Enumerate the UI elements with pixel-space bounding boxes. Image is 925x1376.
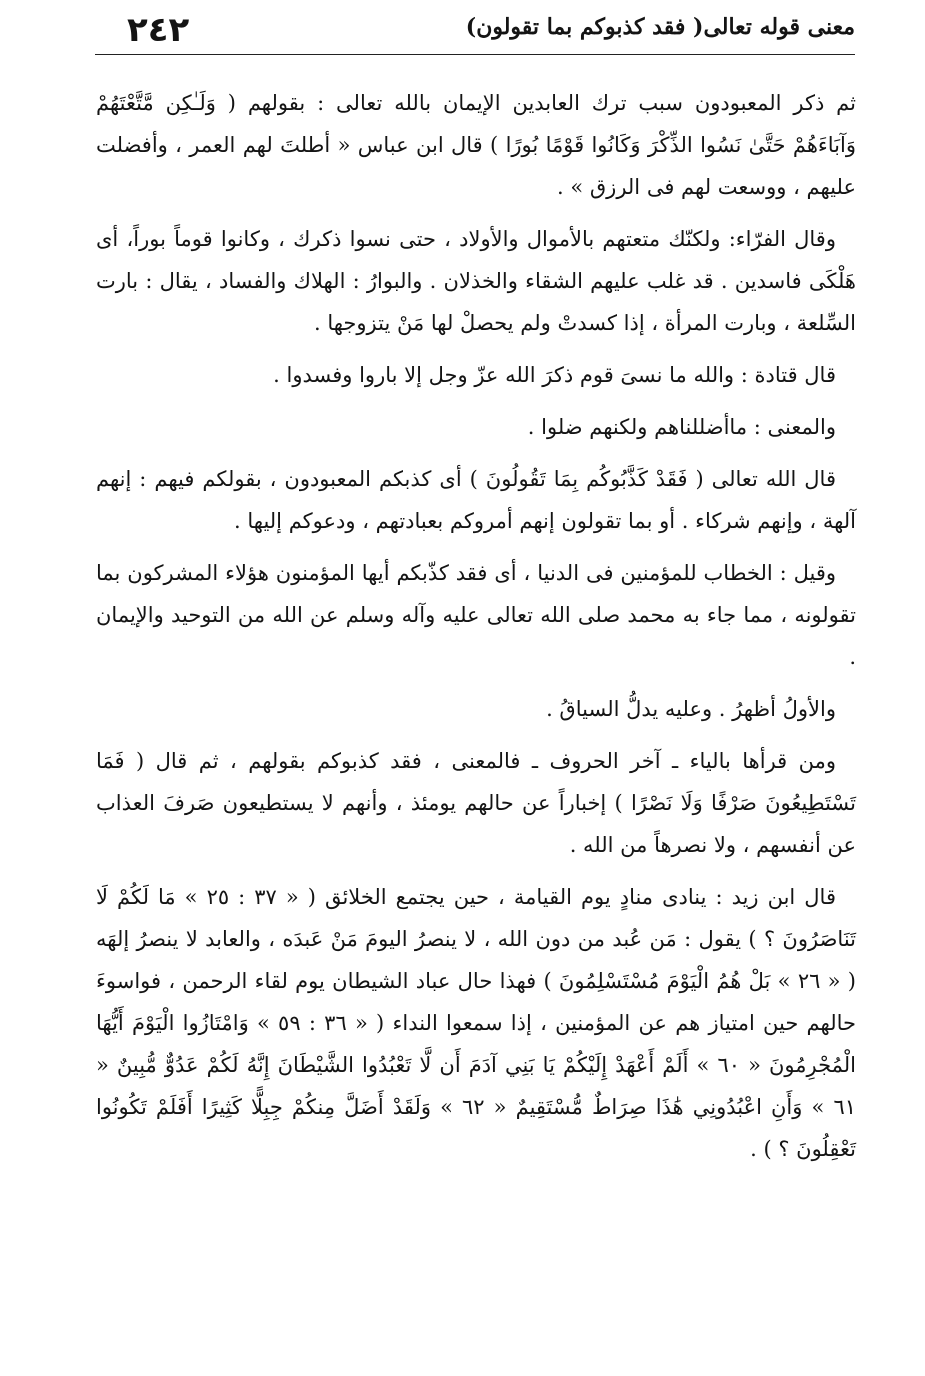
paragraph: وقيل : الخطاب للمؤمنين فى الدنيا ، أى فقد كذّبكم أيها المؤمنون هؤلاء المشركون بما تقولونه ، مما جاء به محمد صلى الله تعالى عليه وآله وسلم عن الله من التوحيد والإيمان . <box>96 561 856 669</box>
paragraph: ثم ذكر المعبودون سبب ترك العابدين الإيمان بالله تعالى : بقولهم ( وَلَـٰكِن مَّتَّعْتَهُمْ وَآبَاءَهُمْ حَتَّىٰ نَسُوا الذِّكْرَ وَكَانُوا قَوْمًا بُورًا ) قال ابن عباس « أطلتَ لهم العمر ، وأفضلت عليهم ، ووسعت لهم فى الرزق » . <box>96 91 856 199</box>
paragraph: وقال الفرّاء: ولكنّك متعتهم بالأموال والأولاد ، حتى نسوا ذكرك ، وكانوا قوماً بوراً، أى هَلْكَى فاسدين . قد غلب عليهم الشقاء والخذلان . والبوارُ : الهلاك والفساد ، يقال : بارت السِّلعة ، وبارت المرأة ، إذا كسدتْ ولم يحصلْ لها مَنْ يتزوجها . <box>96 227 856 335</box>
running-title: معنى قوله تعالى( فقد كذبوكم بما تقولون) <box>465 14 855 40</box>
page-header <box>95 0 855 55</box>
paragraph: قال قتادة : والله ما نسىَ قوم ذكرَ الله عزّ وجل إلا باروا وفسدوا . <box>273 363 836 387</box>
paragraph: ومن قرأها بالياء ـ آخر الحروف ـ فالمعنى ، فقد كذبوكم بقولهم ، ثم قال ( فَمَا تَسْتَطِيعُونَ صَرْفًا وَلَا نَصْرًا ) إخباراً عن حالهم يومئذ ، وأنهم لا يستطيعون صَرفَ العذاب عن أنفسهم ، ولا نصرهاً من الله . <box>96 749 856 857</box>
paragraph: والأولُ أظهرُ . وعليه يدلُّ السياقُ . <box>546 697 836 721</box>
paragraph: قال الله تعالى ( فَقَدْ كَذَّبُوكُم بِمَا تَقُولُونَ ) أى كذبكم المعبودون ، بقولكم فيهم : إنهم آلهة ، وإنهم شركاء . أو بما تقولون إنهم أمروكم بعبادتهم ، ودعوكم إليها . <box>96 467 856 533</box>
paragraph: والمعنى : ماأضللناهم ولكنهم ضلوا . <box>527 415 836 439</box>
page-number: ٢٤٢ <box>127 10 190 50</box>
paragraph: قال ابن زيد : ينادى منادٍ يوم القيامة ، حين يجتمع الخلائق ( « ٣٧ : ٢٥ » مَا لَكُمْ لَا تَنَاصَرُونَ ؟ ) يقول : مَن عُبد من دون الله ، لا ينصرُ اليومَ مَنْ عَبدَه ، والعابد لا ينصرُ إلهَه ( « ٢٦ » بَلْ هُمُ الْيَوْمَ مُسْتَسْلِمُونَ ) فهذا حال عباد الشيطان يوم لقاء الرحمن ، فواسوءَ حالهم حين امتياز هم عن المؤمنين ، إذا سمعوا النداء ( « ٣٦ : ٥٩ » وَامْتَازُوا الْيَوْمَ أَيُّهَا الْمُجْرِمُونَ « ٦٠ » أَلَمْ أَعْهَدْ إِلَيْكُمْ يَا بَنِي آدَمَ أَن لَّا تَعْبُدُوا الشَّيْطَانَ إِنَّهُ لَكُمْ عَدُوٌّ مُّبِينٌ « ٦١ » وَأَنِ اعْبُدُونِي هَٰذَا صِرَاطٌ مُّسْتَقِيمٌ « ٦٢ » وَلَقَدْ أَضَلَّ مِنكُمْ جِبِلًّا كَثِيرًا أَفَلَمْ تَكُونُوا تَعْقِلُونَ ؟ ) . <box>96 885 856 1161</box>
page-body <box>96 82 856 1180</box>
